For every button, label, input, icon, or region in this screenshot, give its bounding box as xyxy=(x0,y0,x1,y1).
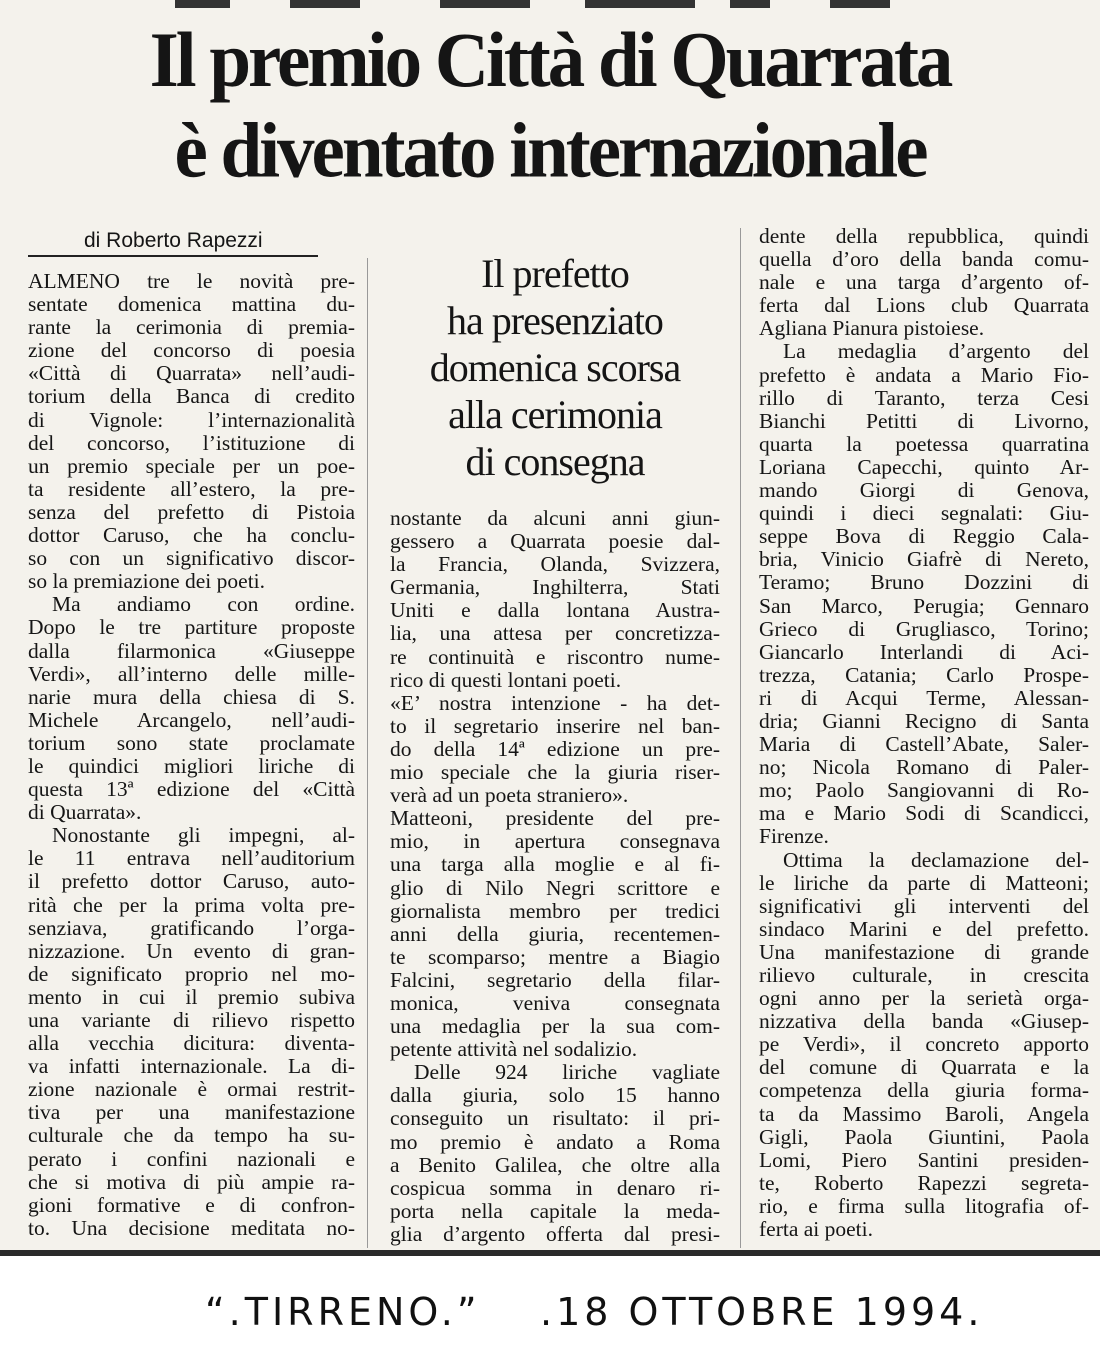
text-line: nostante da alcuni anni giun- xyxy=(390,506,720,530)
text-line: sentate domenica mattina du- xyxy=(28,292,355,317)
text-line: seppe Bova di Reggio Cala- xyxy=(759,524,1089,549)
text-line: dalla filarmonica «Giuseppe xyxy=(28,638,355,663)
headline xyxy=(30,16,1070,197)
text-line: mando Giorgi di Genova, xyxy=(759,478,1089,503)
text-line: prefetto è andata a Mario Fio- xyxy=(759,362,1089,387)
text-line: quindi i dieci segnalati: Giu- xyxy=(759,501,1089,526)
text-line: gessero a Quarrata poesie dal- xyxy=(390,529,720,554)
text-line: torium della Banca di credito xyxy=(28,384,355,409)
text-line: San Marco, Perugia; Gennaro xyxy=(759,593,1089,618)
text-line: alla vecchia dicitura: diventa- xyxy=(28,1031,355,1056)
text-line: quarta la poetessa quarratina xyxy=(759,431,1089,456)
text-line: quella d’oro della banda comu- xyxy=(759,247,1089,272)
text-line: le 11 entrava nell’auditorium xyxy=(28,846,355,871)
text-line: Maria di Castell’Abate, Saler- xyxy=(759,732,1089,757)
column-divider xyxy=(740,228,741,1248)
text-line: Giancarlo Interlandi di Aci- xyxy=(759,639,1089,664)
text-line: va infatti internazionale. La di- xyxy=(28,1054,355,1079)
text-line: tiva per una manifestazione xyxy=(28,1100,355,1125)
text-line: una variante di rilievo rispetto xyxy=(28,1008,355,1032)
text-line: a Benito Galilea, che oltre alla xyxy=(390,1152,720,1177)
text-line: questa 13ª edizione del «Città xyxy=(28,777,355,802)
text-line: mio, in apertura consegnava xyxy=(390,829,720,854)
text-line: te, Roberto Rapezzi segreta- xyxy=(759,1170,1089,1195)
article-column-1 xyxy=(28,270,355,1240)
text-line: dente della repubblica, quindi xyxy=(759,224,1089,248)
text-line: senziava, gratificando l’orga- xyxy=(28,915,355,940)
text-line: un premio speciale per un poe- xyxy=(28,453,355,478)
text-line: so la premiazione dei poeti. xyxy=(28,569,266,594)
text-line: del concorso, l’istituzione di xyxy=(28,430,355,455)
text-line: Delle 924 liriche vagliate xyxy=(414,1060,720,1085)
text-line: Uniti e dalla lontana Austra- xyxy=(390,598,720,623)
text-line: le liriche da parte di Matteoni; xyxy=(759,870,1089,895)
text-line: culturale che da tempo ha su- xyxy=(28,1123,355,1148)
top-rule xyxy=(0,0,1100,10)
text-line: il prefetto dottor Caruso, auto- xyxy=(28,869,355,894)
text-line: Michele Arcangelo, nell’audi- xyxy=(28,707,355,732)
text-line: nizzativa della banda «Giusep- xyxy=(759,1009,1089,1034)
article-column-3 xyxy=(759,225,1089,1241)
subheadline-line: Il prefetto xyxy=(481,251,629,296)
text-line: Teramo; Bruno Dozzini di xyxy=(759,570,1089,595)
text-line: significativi gli interventi del xyxy=(759,893,1089,918)
text-line: perato i confini nazionali e xyxy=(28,1146,355,1171)
text-line: Bianchi Petitti di Livorno, xyxy=(759,408,1089,433)
text-line: «Città di Quarrata» nell’audi- xyxy=(28,361,355,386)
text-line: giornalista membro per tredici xyxy=(390,898,720,923)
text-line: Agliana Pianura pistoiese. xyxy=(759,316,985,341)
text-line: ferta ai poeti. xyxy=(759,1217,874,1242)
text-line: torium sono state proclamate xyxy=(28,730,355,755)
text-line: mio speciale che la giuria riser- xyxy=(390,760,720,785)
text-line: Ma andiamo con ordine. xyxy=(52,592,355,617)
text-line: senza del prefetto di Pistoia xyxy=(28,499,355,524)
text-line: rilievo culturale, in crescita xyxy=(759,963,1089,987)
text-line: do della 14ª edizione un pre- xyxy=(390,736,720,761)
subheadline xyxy=(390,250,720,485)
text-line: una targa alla moglie e al fi- xyxy=(390,852,720,877)
text-line: Una manifestazione di grande xyxy=(759,939,1089,964)
text-line: la Francia, Olanda, Svizzera, xyxy=(390,552,720,577)
text-line: dottor Caruso, che ha conclu- xyxy=(28,523,355,548)
text-line: te scomparso; mentre a Biagio xyxy=(390,944,720,969)
text-line: to il segretario inserire nel ban- xyxy=(390,713,720,738)
subheadline-line: ha presenziato xyxy=(447,298,663,343)
subheadline-line: alla cerimonia xyxy=(448,392,662,437)
text-line: competenza della giuria forma- xyxy=(759,1078,1089,1103)
text-line: glio di Nilo Negri scrittore e xyxy=(390,875,720,900)
text-line: rità che per la prima volta pre- xyxy=(28,892,355,917)
clipping-edge xyxy=(0,1250,1100,1256)
text-line: de significato proprio nel mo- xyxy=(28,961,355,986)
text-line: mento in cui il premio subiva xyxy=(28,984,355,1009)
text-line: ta residente all’estero, la pre- xyxy=(28,476,355,501)
text-line: Germania, Inghilterra, Stati xyxy=(390,575,720,600)
subheadline-line: di consegna xyxy=(465,439,645,484)
text-line: dria; Gianni Recigno di Santa xyxy=(759,708,1089,733)
text-line: to. Una decisione meditata no- xyxy=(28,1215,355,1240)
text-line: del comune di Quarrata e la xyxy=(759,1055,1089,1080)
text-line: conseguito un risultato: il pri- xyxy=(390,1106,720,1131)
text-line: di Quarrata». xyxy=(28,800,142,825)
text-line: una medaglia per la sua com- xyxy=(390,1014,720,1039)
text-line: verà ad un poeta straniero». xyxy=(390,783,629,808)
text-line: mo; Paolo Sangiovanni di Ro- xyxy=(759,778,1089,803)
text-line: che si motiva di più ampie ra- xyxy=(28,1169,355,1194)
text-line: Verdi», all’interno delle mille- xyxy=(28,661,355,686)
text-line: rillo di Taranto, terza Cesi xyxy=(759,385,1089,410)
text-line: Firenze. xyxy=(759,824,829,849)
text-line: re continuità e riscontro nume- xyxy=(390,644,720,669)
text-line: narie mura della chiesa di S. xyxy=(28,684,355,709)
text-line: ferta dal Lions club Quarrata xyxy=(759,293,1089,318)
text-line: porta nella capitale la meda- xyxy=(390,1198,720,1223)
text-line: monica, veniva consegnata xyxy=(390,990,720,1015)
text-line: «E’ nostra intenzione - ha det- xyxy=(390,690,720,715)
handwritten-source: “.TIRRENO.” xyxy=(205,1290,481,1334)
text-line: Falcini, segretario della filar- xyxy=(390,967,720,992)
text-line: Grieco di Grugliasco, Torino; xyxy=(759,616,1089,641)
text-line: pe Verdi», il concreto apporto xyxy=(759,1032,1089,1057)
byline-rule xyxy=(28,255,318,257)
text-line: Gigli, Paola Giuntini, Paola xyxy=(759,1124,1089,1149)
text-line: trezza, Catania; Carlo Prospe- xyxy=(759,662,1089,687)
text-line: ma e Mario Sodi di Scandicci, xyxy=(759,801,1089,826)
text-line: La medaglia d’argento del xyxy=(783,339,1089,364)
column-divider xyxy=(367,258,368,1248)
text-line: so con un significativo discor- xyxy=(28,546,355,571)
text-line: ri di Acqui Terme, Alessan- xyxy=(759,685,1089,710)
text-line: ALMENO tre le novità pre- xyxy=(28,269,355,293)
text-line: petente attività nel sodalizio. xyxy=(390,1037,638,1062)
handwritten-date: .18 OTTOBRE 1994. xyxy=(540,1290,984,1334)
text-line: dalla giuria, solo 15 hanno xyxy=(390,1083,720,1108)
text-line: di Vignole: l’internazionalità xyxy=(28,407,355,432)
subheadline-line: domenica scorsa xyxy=(429,345,681,390)
text-line: Matteoni, presidente del pre- xyxy=(390,806,720,831)
article-column-2 xyxy=(390,507,720,1246)
text-line: cospicua somma in denaro ri- xyxy=(390,1175,720,1200)
text-line: rante la cerimonia di premia- xyxy=(28,315,355,340)
text-line: bria, Vinicio Giafrè di Nereto, xyxy=(759,547,1089,572)
text-line: rio, e firma sulla litografia of- xyxy=(759,1193,1089,1218)
text-line: sindaco Marini e del prefetto. xyxy=(759,916,1089,941)
text-line: anni della giuria, recentemen- xyxy=(390,921,720,946)
text-line: le quindici migliori liriche di xyxy=(28,753,355,778)
text-line: lia, una attesa per concretizza- xyxy=(390,621,720,646)
text-line: nizzazione. Un evento di gran- xyxy=(28,938,355,963)
text-line: zione nazionale è ormai restrit- xyxy=(28,1077,355,1102)
text-line: Loriana Capecchi, quinto Ar- xyxy=(759,454,1089,479)
text-line: Dopo le tre partiture proposte xyxy=(28,615,355,640)
text-line: Ottima la declamazione del- xyxy=(783,847,1089,872)
text-line: Nonostante gli impegni, al- xyxy=(52,823,355,848)
text-line: zione del concorso di poesia xyxy=(28,338,355,363)
text-line: ta da Massimo Baroli, Angela xyxy=(759,1101,1089,1126)
text-line: ogni anno per la serietà orga- xyxy=(759,986,1089,1011)
headline-line: è diventato internazionale xyxy=(174,107,926,195)
text-line: mo premio è andato a Roma xyxy=(390,1129,720,1154)
headline-line: Il premio Città di Quarrata xyxy=(149,16,951,104)
text-line: nale e una targa d’argento of- xyxy=(759,270,1089,295)
byline: di Roberto Rapezzi xyxy=(84,229,263,252)
text-line: no; Nicola Romano di Paler- xyxy=(759,755,1089,780)
text-line: gioni formative e di confron- xyxy=(28,1192,355,1217)
text-line: glia d’argento offerta dal presi- xyxy=(390,1221,720,1246)
text-line: rico di questi lontani poeti. xyxy=(390,667,622,692)
text-line: Lomi, Piero Santini presiden- xyxy=(759,1147,1089,1172)
